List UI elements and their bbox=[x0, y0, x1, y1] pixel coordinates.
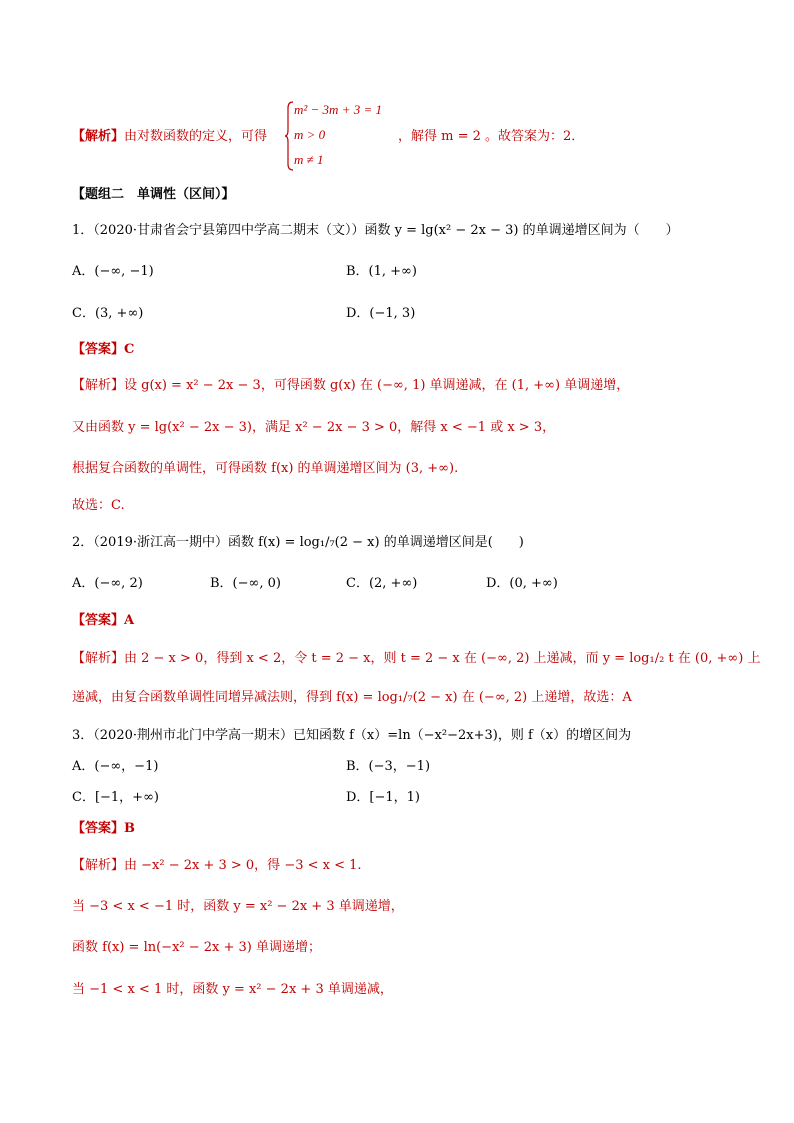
group-title: 【题组二 单调性（区间）】 bbox=[72, 187, 235, 202]
q3-explanation-1: 【解析】由 −x² − 2x + 3 > 0，得 −3 < x < 1. bbox=[72, 858, 362, 873]
intro-tag: 【解析】 bbox=[72, 129, 125, 144]
q3-stem: 3．（2020·荆州市北门中学高一期末）已知函数 f（x）=ln（−x²−2x+3)，则 f（x）的增区间为 bbox=[72, 728, 632, 743]
q2-option-a: A．(−∞, 2) bbox=[72, 576, 143, 591]
q2-option-b: B．(−∞, 0) bbox=[210, 576, 281, 591]
q3-option-d: D．[−1，1) bbox=[346, 790, 421, 805]
q1-explanation-4: 故选：C. bbox=[72, 498, 125, 513]
q1-option-b: B．(1, +∞) bbox=[346, 264, 417, 279]
q2-option-c: C．(2, +∞) bbox=[346, 576, 418, 591]
q3-explanation-3: 函数 f(x) = ln(−x² − 2x + 3) 单调递增； bbox=[72, 940, 322, 955]
q3-answer: 【答案】B bbox=[72, 821, 135, 836]
q1-explanation-3: 根据复合函数的单调性，可得函数 f(x) 的单调递增区间为 (3, +∞). bbox=[72, 461, 459, 476]
q3-option-a: A．(−∞，−1) bbox=[72, 759, 159, 774]
q3-option-c: C．[−1，+∞) bbox=[72, 790, 159, 805]
system-row-1: m² − 3m + 3 = 1 bbox=[294, 102, 382, 117]
q1-option-c: C．(3, +∞) bbox=[72, 306, 144, 321]
q1-option-d: D．(−1, 3) bbox=[346, 306, 416, 321]
q1-explanation-1: 【解析】设 g(x) = x² − 2x − 3，可得函数 g(x) 在 (−∞, 1) 单调递减，在 (1, +∞) 单调递增， bbox=[72, 378, 630, 393]
q3-explanation-4: 当 −1 < x < 1 时，函数 y = x² − 2x + 3 单调递减， bbox=[72, 982, 393, 997]
q1-stem: 1．（2020·甘肃省会宁县第四中学高二期末（文））函数 y = lg(x² − 2x − 3) 的单调递增区间为（ ） bbox=[72, 223, 679, 238]
left-brace-icon bbox=[284, 100, 294, 172]
q1-answer: 【答案】C bbox=[72, 342, 135, 357]
q2-answer: 【答案】A bbox=[72, 613, 135, 628]
q1-explanation-2: 又由函数 y = lg(x² − 2x − 3)，满足 x² − 2x − 3 > 0，解得 x < −1 或 x > 3， bbox=[72, 420, 556, 435]
q2-stem: 2．（2019·浙江高一期中）函数 f(x) = log₁/₇(2 − x) 的单调递增区间是( ) bbox=[72, 535, 524, 550]
q2-explanation-1: 【解析】由 2 − x > 0，得到 x < 2，令 t = 2 − x，则 t = 2 − x 在 (−∞, 2) 上递减，而 y = log₁/₂ t 在 (0, +∞) 上 bbox=[72, 651, 761, 666]
intro-explanation bbox=[72, 128, 267, 146]
q1-option-a: A．(−∞, −1) bbox=[72, 264, 154, 279]
intro-text-after: ，解得 m = 2 。故答案为：2． bbox=[398, 129, 585, 144]
system-row-3: m ≠ 1 bbox=[294, 152, 324, 167]
system-row-2: m > 0 bbox=[294, 127, 326, 142]
q3-option-b: B．(−3，−1) bbox=[346, 759, 431, 774]
q2-explanation-2: 递减，由复合函数单调性同增异减法则，得到 f(x) = log₁/₇(2 − x) 在 (−∞, 2) 上递增，故选：A bbox=[72, 690, 632, 705]
q2-option-d: D．(0, +∞) bbox=[486, 576, 558, 591]
equation-system bbox=[284, 100, 394, 172]
intro-text-before: 由对数函数的定义，可得 bbox=[124, 129, 268, 144]
q3-explanation-2: 当 −3 < x < −1 时，函数 y = x² − 2x + 3 单调递增， bbox=[72, 899, 404, 914]
